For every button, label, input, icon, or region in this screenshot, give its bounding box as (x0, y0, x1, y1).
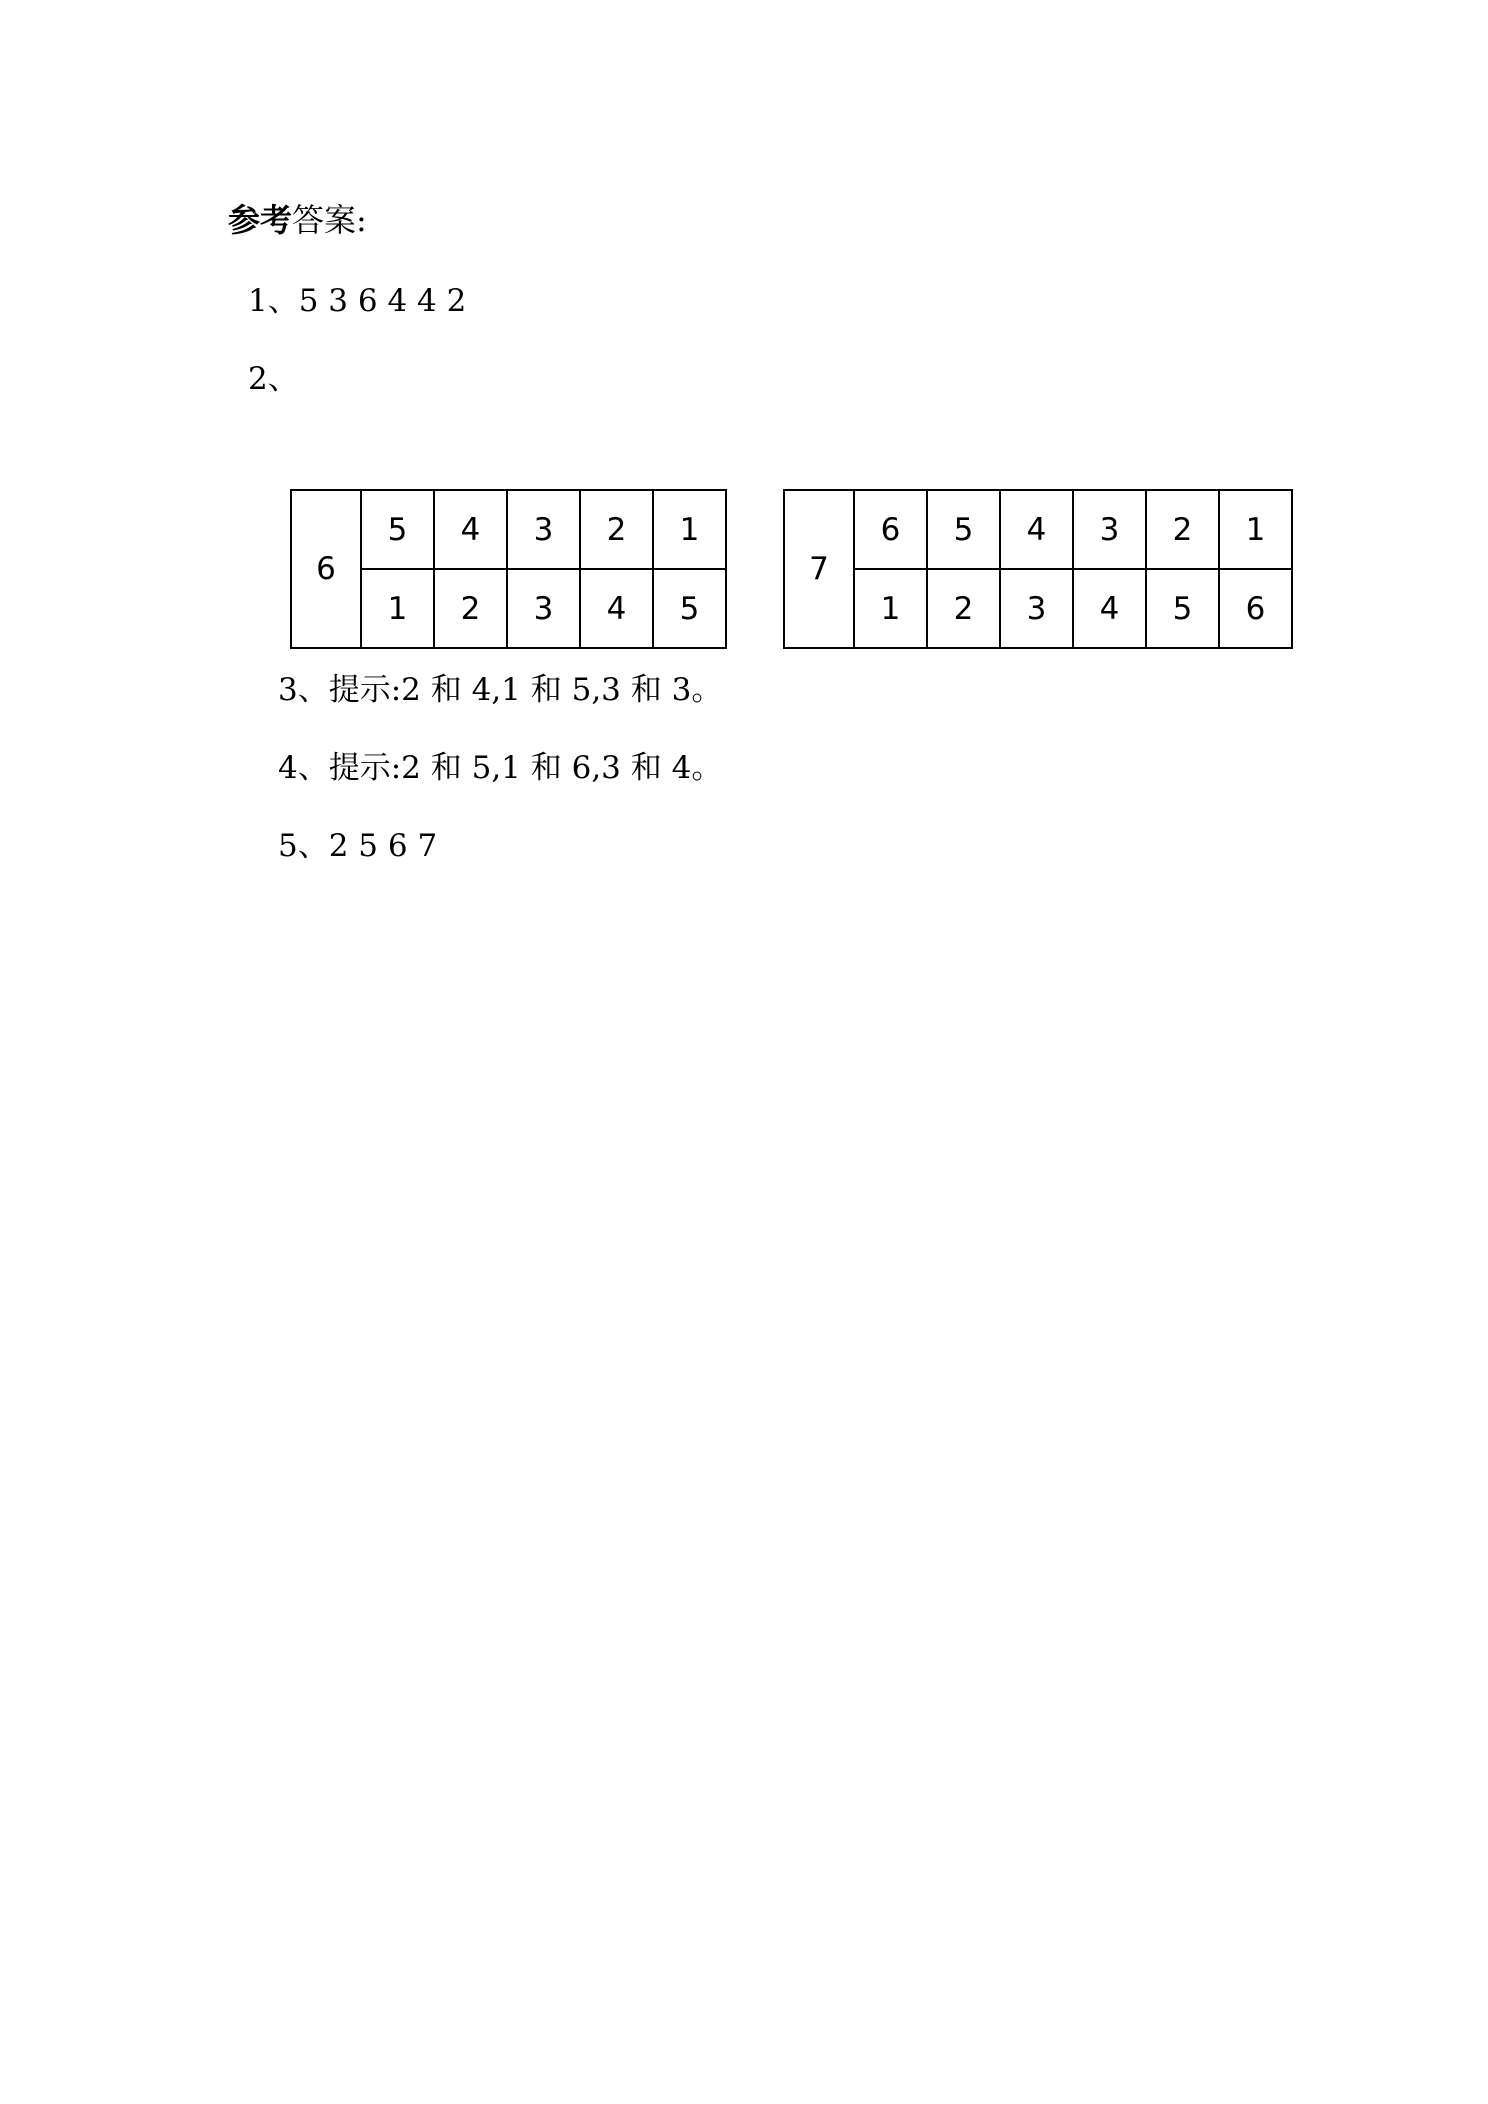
table-cell: 5 (653, 569, 726, 648)
table-cell: 3 (1000, 569, 1073, 648)
table-cell: 1 (361, 569, 434, 648)
table-cell: 2 (434, 569, 507, 648)
answer-3: 3、提示:2 和 4,1 和 5,3 和 3。 (278, 672, 723, 708)
table-cell: 5 (927, 490, 1000, 569)
table-cell: 4 (1073, 569, 1146, 648)
table-cell: 2 (1146, 490, 1219, 569)
table-row (291, 490, 726, 569)
answer-5: 5、2 5 6 7 (278, 828, 438, 864)
page-heading (228, 196, 367, 244)
table-cell: 5 (361, 490, 434, 569)
table-cell: 1 (653, 490, 726, 569)
table-cell: 1 (1219, 490, 1292, 569)
table-row (784, 569, 1292, 648)
whole-number-cell: 6 (291, 490, 361, 648)
answer-4: 4、提示:2 和 5,1 和 6,3 和 4。 (278, 750, 723, 786)
table-cell: 4 (434, 490, 507, 569)
answer-1: 1、5 3 6 4 4 2 (248, 283, 467, 319)
heading-rest: 答案: (292, 201, 367, 239)
heading-bold-part: 参考 (228, 201, 293, 239)
whole-number-cell: 7 (784, 490, 854, 648)
table-cell: 6 (1219, 569, 1292, 648)
table-cell: 2 (580, 490, 653, 569)
table-cell: 3 (507, 569, 580, 648)
table-cell: 2 (927, 569, 1000, 648)
table-cell: 4 (1000, 490, 1073, 569)
table-cell: 3 (507, 490, 580, 569)
table-row (784, 490, 1292, 569)
table-cell: 3 (1073, 490, 1146, 569)
answer-2: 2、 (248, 361, 299, 397)
decomposition-table-six (290, 489, 727, 649)
table-cell: 1 (854, 569, 927, 648)
table-cell: 5 (1146, 569, 1219, 648)
table-cell: 6 (854, 490, 927, 569)
table-cell: 4 (580, 569, 653, 648)
decomposition-table-seven (783, 489, 1293, 649)
